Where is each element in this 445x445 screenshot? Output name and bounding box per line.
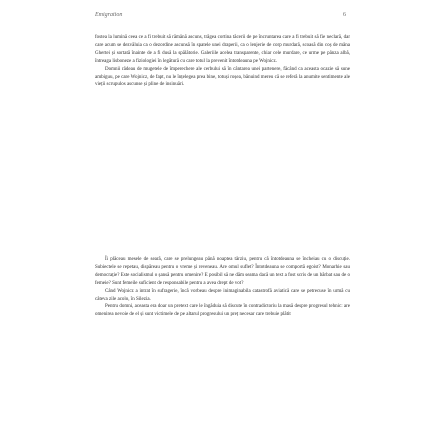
- paragraph: Când Wojnicz a intrat în sufragerie, încă vorbeau despre inimaginabila catastrofă aviatică care se petrecuse în urmă cu câteva zile acolo, în Silezia.: [95, 288, 350, 302]
- paragraph: Pentru domni, aceasta era doar un pretext care le îngăduia să discute în contradictoriu la masă despre progresul tehnic: are omenirea nevoie de el și sunt victimele de pe altarul progresului un preț necesar care trebuie plătit: [95, 304, 350, 318]
- page-number: 6: [343, 12, 346, 18]
- running-header-title: Emigration: [95, 12, 123, 18]
- running-header: [0, 12, 445, 22]
- paragraph: fostea la lumină ceea ce a fi trebuit să rămână ascuns, trăgea cortina tăcerii de pe încruntarea care a fi trebuit să fie neclară, dar care acum se dezvăluia ca o dezordine ascunsă în spatele unei draperii, ca o lenjerie de corp murdară, scoasă din coș de mâna Ghertei și sortată înainte de a fi dusă la spălătorie. Galeriile acelea transparente, chiar cele murdare, ce urme pe pânza albă, întreaga lisboneze a fiziologiei în legătură cu care totul la prevenit întotdeauna pe Wojnicz.: [95, 35, 350, 64]
- paragraph: Domnii râdeau de mugetele de împerechere ale cerbului să în cântarea unei partenere, făcând ca aceasta ocazie să sune ambiguu, pe care Wojnicz, de fapt, nu le înțelegea prea bine, totuși roșea, bănuind mereu că se referă la anumite sentimente ale vieții scrupulos ascunse și pline de insinuări.: [95, 66, 350, 88]
- text-section-1: [95, 34, 350, 89]
- paragraph: Îi plăceau mesele de seară, care se prelungeau până noaptea târziu, pentru că întotdeauna se încheiau cu o discuție. Subiectele se repetau, dispăreau pentru o vreme și reveneau. Are omul suflet? Întotdeauna se comportă egoist? Monarhie sau democrație? Este socialismul o șansă pentru omenire? E posibil să ne dăm seama dacă un text a fost scris de un bărbat sau de o femeie? Sunt femeile suficient de responsabile pentru a avea drept de vot?: [95, 257, 350, 286]
- text-section-2: [95, 256, 350, 319]
